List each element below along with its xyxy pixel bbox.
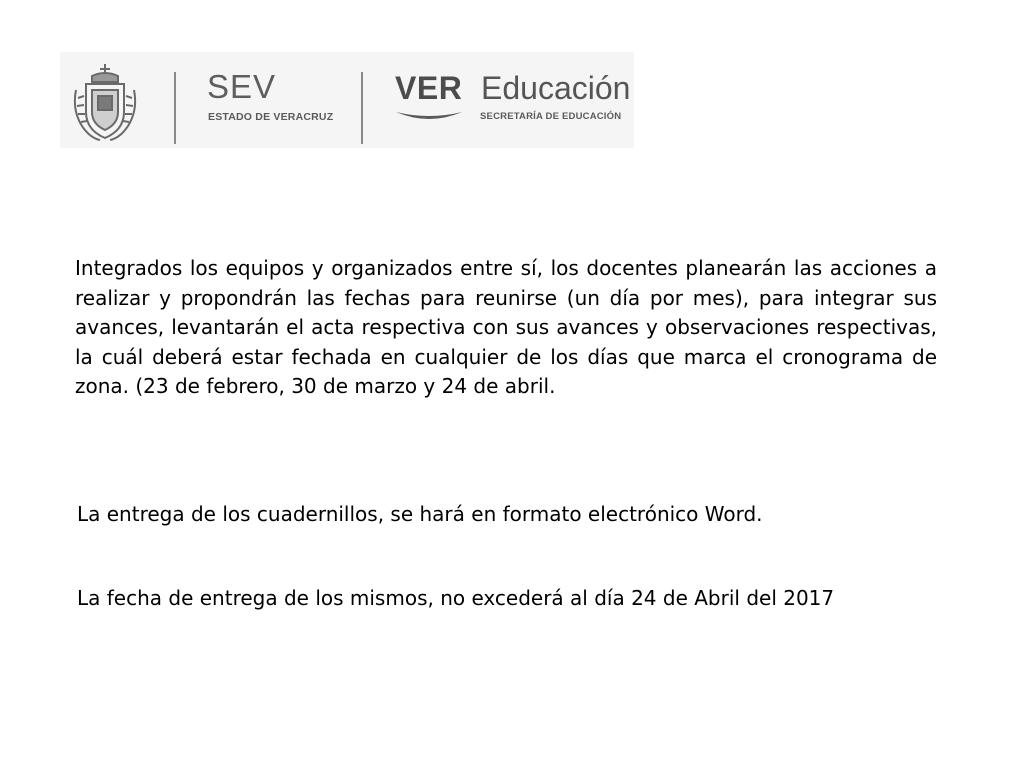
ver-logo-word: VER	[395, 70, 463, 106]
ver-swoosh-icon	[394, 104, 464, 126]
educacion-logo-word: Educación	[481, 70, 631, 106]
logo-divider-right	[361, 72, 363, 144]
educacion-logo-subtitle: SECRETARÍA DE EDUCACIÓN	[480, 111, 622, 122]
delivery-format-paragraph: La entrega de los cuadernillos, se hará en formato electrónico Word.	[77, 502, 763, 526]
sev-logo-subtitle: ESTADO DE VERACRUZ	[208, 111, 334, 123]
instructions-paragraph: Integrados los equipos y organizados entre sí, los docentes planearán las acciones a realizar y propondrán las fechas para reunirse (un día por mes), para integrar sus avances, levantarán el acta respectiva con sus avances y observaciones respectivas, la cuál deberá estar fechada en cualquier de los días que marca el cronograma de zona. (23 de febrero, 30 de marzo y 24 de abril.	[75, 256, 937, 398]
delivery-deadline-paragraph: La fecha de entrega de los mismos, no excederá al día 24 de Abril del 2017	[77, 586, 835, 610]
veracruz-coat-of-arms-icon	[70, 60, 140, 144]
logo-divider-left	[174, 72, 176, 144]
sev-logo-title: SEV	[207, 68, 277, 105]
